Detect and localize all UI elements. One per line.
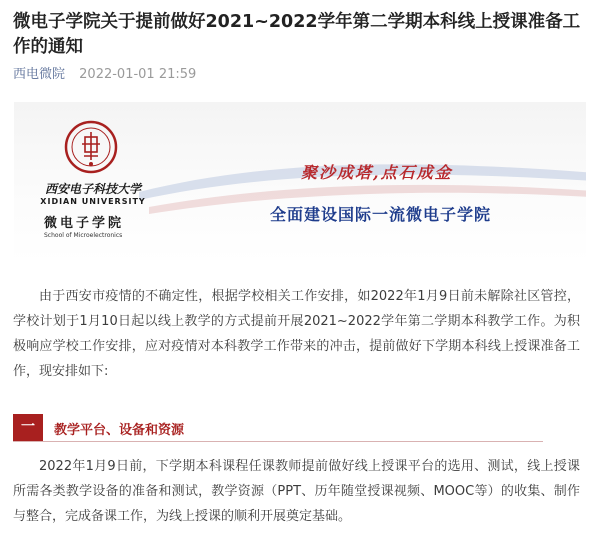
section-divider (13, 441, 543, 442)
publish-time: 2022-01-01 21:59 (79, 67, 197, 82)
section-title: 教学平台、设备和资源 (54, 423, 185, 438)
banner-slogan-red: 聚沙成塔,点石成金 (301, 163, 453, 182)
school-name-en: School of Microelectronics (44, 232, 123, 239)
section-1-paragraph: 2022年1月9日前，下学期本科课程任课教师提前做好线上授课平台的选用、测试，线上授课所需各类教学设备的准备和测试，教学资源（PPT、历年随堂授课视频、MOOC等）的收集、制作与整合，完成备课工作，为线上授课的顺利开展奠定基础。 (13, 459, 580, 524)
header-banner-image (14, 102, 586, 262)
university-name-en: XIDIAN UNIVERSITY (40, 197, 146, 206)
intro-paragraph: 由于西安市疫情的不确定性，根据学校相关工作安排，如2022年1月9日前未解除社区管控，学校计划于1月10日起以线上教学的方式提前开展2021~2022学年第二学期本科教学工作。为积极响应学校工作安排，应对疫情对本科教学工作带来的冲击，提前做好下学期本科线上授课准备工作，现安排如下: (13, 289, 580, 379)
section-number-badge: 一 (13, 414, 43, 442)
section-header-1 (13, 414, 543, 442)
university-name-cn: 西安电子科技大学 (44, 182, 141, 196)
school-name-cn: 微电子学院 (44, 216, 125, 231)
university-logo (38, 120, 148, 242)
article-title: 微电子学院关于提前做好2021~2022学年第二学期本科线上授课准备工作的通知 (13, 12, 581, 57)
account-name-link[interactable]: 西电微院 (13, 67, 66, 82)
banner-slogan-blue: 全面建设国际一流微电子学院 (270, 205, 492, 224)
university-seal-icon (64, 120, 118, 174)
article-meta (13, 66, 196, 84)
